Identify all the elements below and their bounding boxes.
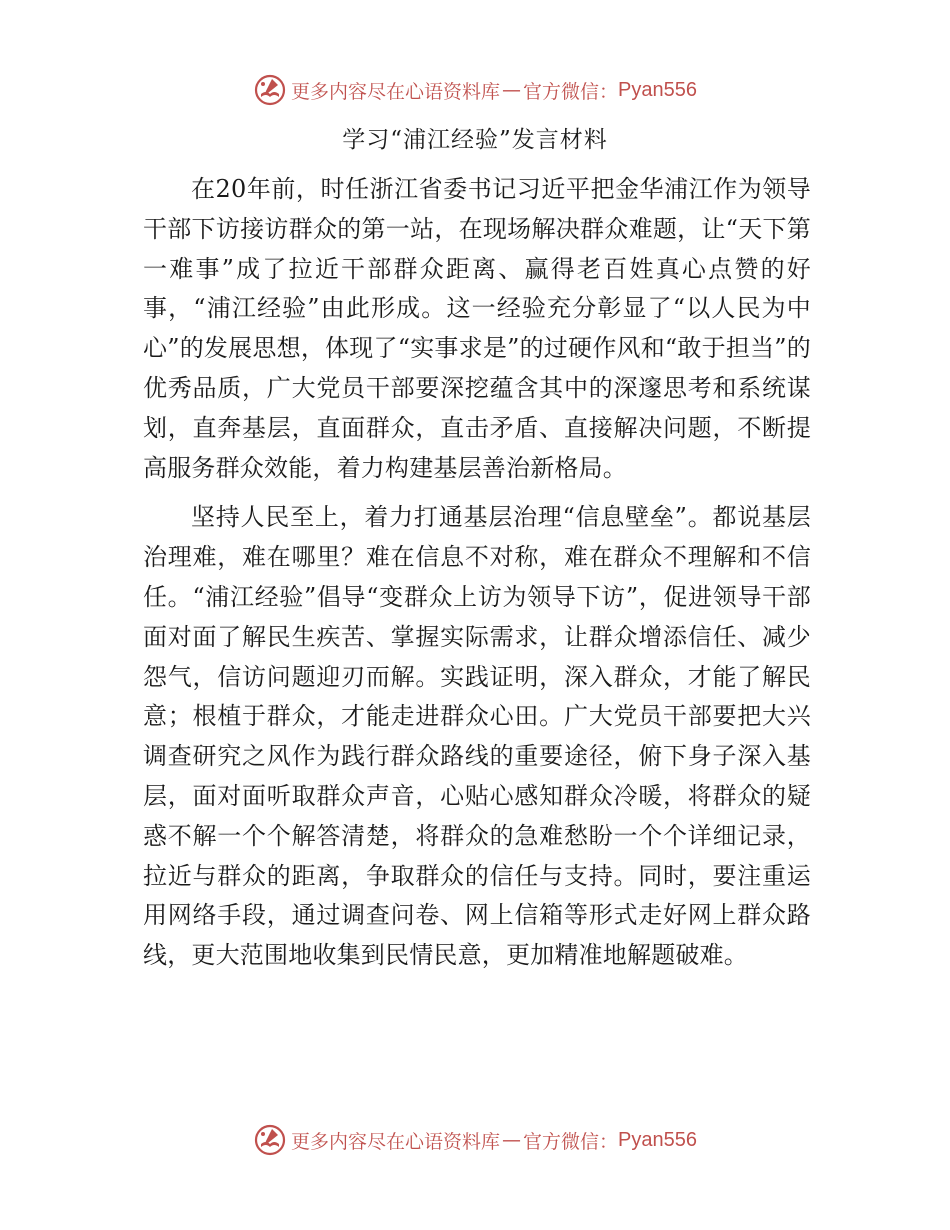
watermark-contact-id: Pyan556: [618, 78, 697, 101]
footer-watermark: [0, 1120, 950, 1160]
watermark-text: 更多内容尽在心语资料库: [291, 80, 501, 103]
paragraph-1: 在20年前，时任浙江省委书记习近平把金华浦江作为领导干部下访接访群众的第一站，在现场解决群众难题，让“天下第一难事”成了拉近干部群众距离、赢得老百姓真心点赞的好事，“浦江经验”由此形成。这一经验充分彰显了“以人民为中心”的发展思想，体现了“实事求是”的过硬作风和“敢于担当”的优秀品质，广大党员干部要深挖蕴含其中的深邃思考和系统谋划，直奔基层，直面群众，直击矛盾、直接解决问题，不断提高服务群众效能，着力构建基层善治新格局。: [143, 175, 811, 482]
document-body: [143, 170, 811, 986]
document-title: 学习“浦江经验”发言材料: [342, 127, 608, 153]
watermark-separator: —: [502, 79, 522, 101]
watermark-contact-label: 官方微信：: [523, 80, 619, 103]
watermark-contact-label: 官方微信：: [523, 1130, 619, 1153]
watermark-text: 更多内容尽在心语资料库: [291, 1130, 501, 1153]
header-watermark: [0, 70, 950, 110]
watermark-separator: —: [502, 1129, 522, 1151]
book-pen-logo-icon: [253, 1123, 287, 1157]
watermark-contact-id: Pyan556: [618, 1128, 697, 1151]
paragraph-2: 坚持人民至上，着力打通基层治理“信息壁垒”。都说基层治理难，难在哪里？难在信息不对称，难在群众不理解和不信任。“浦江经验”倡导“变群众上访为领导下访”，促进领导干部面对面了解民生疾苦、掌握实际需求，让群众增添信任、减少怨气，信访问题迎刃而解。实践证明，深入群众，才能了解民意；根植于群众，才能走进群众心田。广大党员干部要把大兴调查研究之风作为践行群众路线的重要途径，俯下身子深入基层，面对面听取群众声音，心贴心感知群众冷暖，将群众的疑惑不解一个个解答清楚，将群众的急难愁盼一个个详细记录，拉近与群众的距离，争取群众的信任与支持。同时，要注重运用网络手段，通过调查问卷、网上信箱等形式走好网上群众路线，更大范围地收集到民情民意，更加精准地解题破难。: [143, 503, 811, 970]
book-pen-logo-icon: [253, 73, 287, 107]
